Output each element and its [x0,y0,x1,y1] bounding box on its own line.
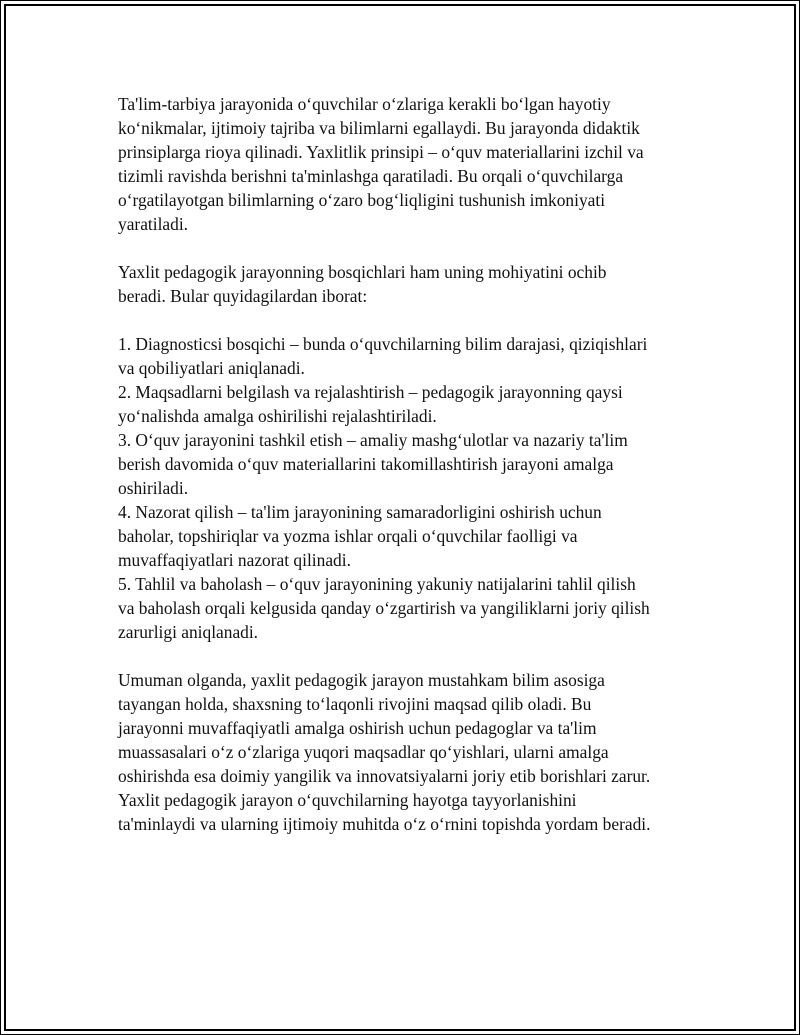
list-item: 3. O‘quv jarayonini tashkil etish – amaliy mashg‘ulotlar va nazariy ta'lim berish davomida o‘quv materiallarini takomillashtirish jarayoni amalga oshiriladi. [118,430,628,498]
list-item: 4. Nazorat qilish – ta'lim jarayonining samaradorligini oshirish uchun baholar, topshiriqlar va yozma ishlar orqali o‘quvchilar faolligi va muvaffaqiyatlari nazorat qilinadi. [118,502,602,570]
document-body [118,92,698,836]
stages-intro-paragraph: Yaxlit pedagogik jarayonning bosqichlari ham uning mohiyatini ochib beradi. Bular quyidagilardan iborat: [118,262,607,306]
intro-paragraph: Ta'lim-tarbiya jarayonida o‘quvchilar o‘zlariga kerakli bo‘lgan hayotiy ko‘nikmalar, ijtimoiy tajriba va bilimlarni egallaydi. Bu jarayonda didaktik prinsiplarga rioya qilinadi. Yaxlitlik prinsipi – o‘quv materiallarini izchil va tizimli ravishda berishni ta'minlashga qaratiladi. Bu orqali o‘quvchilarga o‘rgatilayotgan bilimlarning o‘zaro bog‘liqligini tushunish imkoniyati yaratiladi. [118,94,644,234]
list-item: 5. Tahlil va baholash – o‘quv jarayonining yakuniy natijalarini tahlil qilish va baholash orqali kelgusida qanday o‘zgartirish va yangiliklarni joriy qilish zarurligi aniqlanadi. [118,574,650,642]
paragraph-spacer [118,644,698,668]
conclusion-paragraph: Umuman olganda, yaxlit pedagogik jarayon mustahkam bilim asosiga tayangan holda, shaxsning to‘laqonli rivojini maqsad qilib oladi. Bu jarayonni muvaffaqiyatli amalga oshirish uchun pedagoglar va ta'lim muassasalari o‘z o‘zlariga yuqori maqsadlar qo‘yishlari, ularni amalga oshirishda esa doimiy yangilik va innovatsiyalarni joriy etib borishlari zarur. Yaxlit pedagogik jarayon o‘quvchilarning hayotga tayyorlanishini ta'minlaydi va ularning ijtimoiy muhitda o‘z o‘rnini topishda yordam beradi. [118,670,651,834]
stages-list [118,332,698,644]
paragraph-spacer [118,236,698,260]
list-item: 1. Diagnosticsi bosqichi – bunda o‘quvchilarning bilim darajasi, qiziqishlari va qobiliyatlari aniqlanadi. [118,334,648,378]
paragraph-spacer [118,308,698,332]
list-item: 2. Maqsadlarni belgilash va rejalashtirish – pedagogik jarayonning qaysi yo‘nalishda amalga oshirilishi rejalashtiriladi. [118,382,623,426]
